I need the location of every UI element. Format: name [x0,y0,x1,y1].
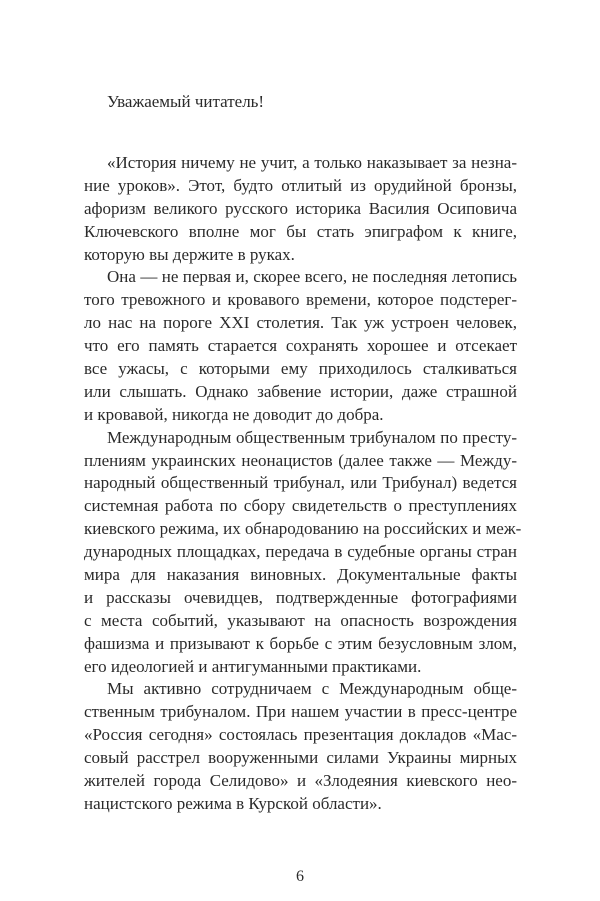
text-line: совый расстрел вооруженными силами Украины мирных [84,748,517,768]
text-line: ние уроков». Этот, будто отлитый из орудийной бронзы, [84,175,517,195]
paragraph [84,678,517,815]
text-line: Мы активно сотрудничаем с Международным обще- [107,679,517,699]
text-line: и кровавой, никогда не доводит до добра. [84,404,384,424]
text-line: его идеологией и антигуманными практиками. [84,656,422,676]
text-line: или слышать. Однако забвение истории, даже страшной [84,381,517,401]
text-line: системная работа по сбору свидетельств о преступлениях [84,496,517,516]
text-line: и рассказы очевидцев, подтвержденные фотографиями [84,587,517,607]
text-line: Она — не первая и, скорее всего, не последняя летопись [107,267,517,287]
text-line: дународных площадках, передача в судебные органы стран [84,542,517,562]
text-line: нацистского режима в Курской области». [84,793,382,813]
text-line: ственным трибуналом. При нашем участии в пресс-центре [84,702,517,722]
text-line: киевского режима, их обнародованию на российских и меж- [84,519,522,539]
text-line: мира для наказания виновных. Документальные факты [84,565,517,585]
text-line: «История ничему не учит, а только наказывает за незна- [107,153,517,172]
text-line: все ужасы, с которыми ему приходилось сталкиваться [84,359,517,379]
text-line: фашизма и призывают к борьбе с этим безусловным злом, [84,633,517,653]
text-line: народный общественный трибунал, или Трибунал) ведется [84,473,517,493]
paragraph [84,427,522,679]
letter-salutation: Уважаемый читатель! [107,92,265,111]
text-line: с места событий, указывают на опасность возрождения [84,610,517,630]
page-number: 6 [296,868,304,885]
paragraph [84,152,517,266]
text-line: плениям украинских неонацистов (далее также — Между- [84,450,517,470]
paragraph [84,266,517,426]
text-line: ло нас на пороге XXI столетия. Так уж устроен человек, [84,313,517,333]
text-line: афоризм великого русского историка Василия Осиповича [84,198,517,218]
body-text [84,152,522,816]
text-line: «Россия сегодня» состоялась презентация докладов «Мас- [84,725,517,745]
text-line: Международным общественным трибуналом по престу- [107,427,517,447]
text-line: жителей города Селидово» и «Злодеяния киевского нео- [84,771,517,791]
text-line: которую вы держите в руках. [84,244,295,264]
text-line: Ключевского вполне мог бы стать эпиграфом к книге, [84,221,517,241]
text-line: что его память старается сохранять хорошее и отсекает [84,336,517,356]
text-line: того тревожного и кровавого времени, которое подстерег- [84,290,517,310]
